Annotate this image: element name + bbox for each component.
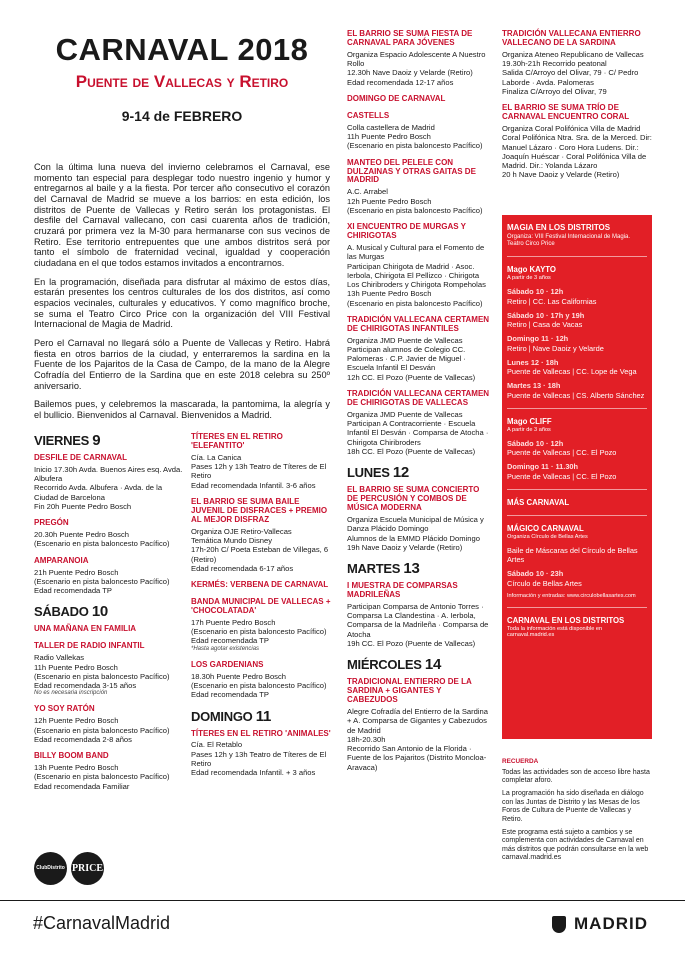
event-detail: Participan A Contracorriente · Escuela Infantil El Desván · Comparsa de Atocha · Chirigota Chiribroders <box>347 419 489 447</box>
day-heading-sabado: SÁBADO 10 <box>34 603 108 621</box>
divider <box>507 256 647 257</box>
program-column-2 <box>191 433 333 785</box>
event-detail: 19h CC. El Pozo (Puente de Vallecas) <box>347 638 476 648</box>
event-detail: Edad recomendada 12-17 años <box>347 77 454 87</box>
event-detail: Participan Comparsa de Antonio Torres · Comparsa La Clandestina · A. Ierbola, Comparsa de la Madrileña · Comparsa de Atocha <box>347 601 489 639</box>
event-title: TRADICIONAL ENTIERRO DE LA SARDINA + GIGANTES Y CABEZUDOS <box>347 677 472 705</box>
mago-cliff-title: Mago CLIFF <box>507 416 552 426</box>
event-detail: Organiza Ateneo Republicano de Vallecas <box>502 49 644 59</box>
show-slot: Sábado 10 · 17h y 19h Retiro | Casa de Vacas <box>507 310 585 330</box>
poster-title: CARNAVAL 2018 <box>55 32 309 67</box>
event-item <box>34 642 184 697</box>
intro-paragraph: Bailemos pues, y celebremos la mascarada, la pantomima, la alegría y el bullicio. Bienvenidos al Carnaval. Bienvenidos a Madrid. <box>34 399 330 421</box>
event-detail: (Escenario en pista baloncesto Pacífico) <box>191 681 327 691</box>
event-detail: (Escenario en pista baloncesto Pacífico) <box>347 298 483 308</box>
poster-subtitle: Puente de Vallecas y Retiro <box>75 72 289 91</box>
event-detail: Inicio 17.30h Avda. Buenos Aires esq. Avda. Albufera <box>34 464 183 484</box>
event-detail: Edad recomendada 3-15 años <box>34 681 137 691</box>
event-detail: 20.30h Puente Pedro Bosch <box>34 530 129 540</box>
day-heading-lunes: LUNES 12 <box>347 464 409 482</box>
event-detail: Alegre Cofradía del Entierro de la Sardina + A. Comparsa de Gigantes y Cabezudos de Madrid <box>347 707 488 735</box>
event-detail: (Escenario en pista baloncesto Pacífico) <box>347 141 483 151</box>
event-detail: A.C. Arrabel <box>347 187 388 197</box>
sponsor-logos <box>34 852 104 885</box>
event-detail: (Escenario en pista baloncesto Pacífico) <box>347 205 483 215</box>
event-item <box>347 112 492 151</box>
event-detail: Participan alumnos de Colegio CC. Palomeras · C.P. Javier de Miguel · Escuela Infantil El Desván <box>347 344 466 373</box>
footer <box>0 900 685 960</box>
event-detail: (Escenario en pista baloncesto Pacífico) <box>34 772 170 782</box>
recuerda-box <box>502 758 652 868</box>
poster-header <box>34 32 330 124</box>
divider <box>507 515 647 516</box>
event-item <box>347 159 492 216</box>
event-title: TRADICIÓN VALLECANA CERTAMEN DE CHIRIGOTAS INFANTILES <box>347 314 490 333</box>
event-item <box>191 498 333 573</box>
event-detail: Coral Polifónica Ntra. Sra. de la Merced. Dir: Manuel Lázaro · Coro Hora Ludens. Dir.: Joaquín Huéscar · Coral Polifónica Villa de Madrid. Dir.: Yolanda Lázaro <box>502 133 652 171</box>
show-slot: Sábado 10 · 12h Puente de Vallecas | CC. El Pozo <box>507 438 617 458</box>
event-title: DESFILE DE CARNAVAL <box>34 453 128 462</box>
event-item <box>347 95 492 104</box>
magia-red-box <box>502 215 652 739</box>
event-item <box>34 454 184 511</box>
show-slot: Domingo 11 · 11.30h Puente de Vallecas | CC. El Pozo <box>507 462 617 481</box>
magico-line: Baile de Máscaras del Círculo de Bellas Artes <box>507 545 638 565</box>
event-detail: Pases 12h y 13h Teatro de Títeres de El Retiro <box>191 749 327 768</box>
event-note: *Hasta agotar existencias <box>191 645 260 652</box>
show-slot: Sábado 10 · 12h Retiro | CC. Las Californias <box>507 287 597 306</box>
magico-carnaval-heading: MÁGICO CARNAVAL <box>507 523 584 533</box>
event-detail: 12.30h Nave Daoiz y Velarde (Retiro) <box>347 68 473 78</box>
event-detail: Edad recomendada TP <box>191 690 269 700</box>
event-detail: Alumnos de la EMMD Plácido Domingo <box>347 533 480 543</box>
event-detail: 17h-20h C/ Poeta Esteban de Villegas, 6 (Retiro) <box>191 545 329 564</box>
event-title: TRADICIÓN VALLECANA ENTIERRO VALLECANO DE LA SARDINA <box>502 29 641 47</box>
event-item <box>347 678 492 772</box>
event-item <box>191 433 333 490</box>
show-slot: Lunes 12 · 18h Puente de Vallecas | CC. Lope de Vega <box>507 357 637 377</box>
event-item <box>347 30 492 87</box>
event-title: UNA MAÑANA EN FAMILIA <box>34 624 137 634</box>
event-detail: 19.30h-21h Recorrido peatonal <box>502 59 607 69</box>
distritos-heading: CARNAVAL EN LOS DISTRITOS <box>507 615 625 625</box>
event-detail: Edad recomendada Infantil. 3-6 años <box>191 480 316 490</box>
event-detail: 21h Puente Pedro Bosch <box>34 567 119 577</box>
intro-paragraph: Con la última luna nueva del invierno celebramos el Carnaval, ese momento tan especial para desplegar todo nuestro ingenio y humor y entregarnos al baile y a la fiesta. Por tercer año consecutivo el corazón del Carnaval de Madrid se mueve a los barrios: en esta edición, los distritos de Puente de Vallecas y Retiro serán los protagonistas. El desfile del Carnaval vallecano, con casi cuarenta años de tradición, cruzará por primera vez la M-30 para hermanarse con sus vecinos de Retiro. Ese territorio entrepuentes que une ambos distritos será por tanto el símbolo de fraternidad vecinal, igualdad y cooperación ciudadana en el que todos estamos invitados a encontrarnos. <box>34 162 330 269</box>
intro-paragraph: En la programación, diseñada para disfrutar al máximo de estos días, estarán presentes los centros culturales de los dos distritos, así como espacios vecinales, culturales y educativos. Y como magnífico broche, se suma el Teatro Circo Price con la organización del VIII Festival Internacional de Magia de Madrid. <box>34 276 330 330</box>
event-item <box>347 316 492 382</box>
event-item <box>347 486 492 552</box>
hashtag: #CarnavalMadrid <box>33 913 171 933</box>
event-item <box>34 625 184 634</box>
event-title: YO SOY RATÓN <box>34 704 95 714</box>
event-detail: Edad recomendada 6-17 años <box>191 563 294 573</box>
magico-line: Sábado 10 · 23h Círculo de Bellas Artes <box>507 569 582 588</box>
recuerda-paragraph: Este programa está sujeto a cambios y se complementa con actividades de Carnaval en más distritos que podrán consultarse en la web carnaval.madrid.es <box>502 829 649 862</box>
event-title: BANDA MUNICIPAL DE VALLECAS + 'CHOCOLATADA' <box>191 596 331 615</box>
event-item <box>191 598 333 653</box>
event-detail: (Escenario en pista baloncesto Pacífico) <box>191 627 327 637</box>
show-slot: Domingo 11 · 12h Retiro | Nave Daoiz y Velarde <box>507 334 604 353</box>
event-detail: 18.30h Puente Pedro Bosch <box>191 671 286 681</box>
event-item <box>347 582 492 648</box>
event-item <box>191 730 333 778</box>
event-detail: Finaliza C/Arroyo del Olivar, 79 <box>502 86 607 96</box>
mago-kayto-title: Mago KAYTO <box>507 265 556 275</box>
event-title: PREGÓN <box>34 518 69 528</box>
distritos-info: Toda la información está disponible en carnaval.madrid.es <box>507 625 603 638</box>
event-title: TRADICIÓN VALLECANA CERTAMEN DE CHIRIGOTAS DE VALLECAS <box>347 388 490 407</box>
event-detail: 19h Nave Daoiz y Velarde (Retiro) <box>347 542 463 552</box>
event-title: KERMÉS: VERBENA DE CARNAVAL <box>191 580 329 590</box>
event-item <box>347 223 492 308</box>
event-detail: Temática Mundo Disney <box>191 536 273 546</box>
event-detail: Edad recomendada 2-8 años <box>34 734 132 744</box>
recuerda-heading: RECUERDA <box>502 758 539 765</box>
magico-info-link[interactable]: Información y entradas: www.circulobellasartes.com <box>507 592 636 599</box>
event-detail: Organiza JMD Puente de Vallecas <box>347 409 463 419</box>
event-detail: Radio Vallekas <box>34 653 85 663</box>
divider <box>507 408 647 409</box>
program-column-1 <box>34 430 184 799</box>
day-heading-domingo: DOMINGO 11 <box>191 707 272 725</box>
event-detail: 18h CC. El Pozo (Puente de Vallecas) <box>347 446 476 456</box>
event-detail: 17h Puente Pedro Bosch <box>191 617 276 627</box>
event-title: CASTELLS <box>347 110 390 120</box>
event-item <box>347 390 492 456</box>
event-title: TÍTERES EN EL RETIRO 'ELEFANTITO' <box>191 432 283 450</box>
event-detail: Organiza Escuela Municipal de Música y Danza Plácido Domingo <box>347 515 484 534</box>
event-title: AMPARANOIA <box>34 555 89 565</box>
event-detail: Organiza JMD Puente de Vallecas <box>347 335 463 345</box>
intro-paragraph: Pero el Carnaval no llegará sólo a Puente de Vallecas y Retiro. Habrá fiesta en otros barrios de la ciudad, y enterraremos la sardina en la Fuente de los Pajaritos de la Casa de Campo, de la mano de la Alegre Cofradía del Entierro de la Sardina que en este 2018 celebra su 250º aniversario. <box>34 338 330 391</box>
show-slot: Martes 13 · 18h Puente de Vallecas | CS. Alberto Sánchez <box>507 381 645 400</box>
event-detail: Edad recomendada Infantil. + 3 años <box>191 768 316 778</box>
event-detail: (Escenario en pista baloncesto Pacífico) <box>34 671 170 681</box>
event-title: I MUESTRA DE COMPARSAS MADRILEÑAS <box>347 581 458 599</box>
event-title: TÍTERES EN EL RETIRO 'ANIMALES' <box>191 728 331 738</box>
event-detail: Cía. El Retablo <box>191 740 243 750</box>
event-title: MANTEO DEL PELELE CON DULZAINAS Y OTRAS GAITAS DE MADRID <box>347 157 476 185</box>
event-title: EL BARRIO SE SUMA FIESTA DE CARNAVAL PARA JÓVENES <box>347 29 473 47</box>
event-title: DOMINGO DE CARNAVAL <box>347 93 446 103</box>
event-detail: Cía. La Canica <box>191 452 242 462</box>
event-item <box>34 519 184 548</box>
event-detail: Organiza Coral Polifónica Villa de Madrid <box>502 124 641 134</box>
event-detail: 11h Puente Pedro Bosch <box>347 132 431 142</box>
event-detail: (Escenario en pista baloncesto Pacífico) <box>34 576 170 586</box>
price-logo: PRICE <box>71 852 104 885</box>
event-title: LOS GARDENIANS <box>191 659 264 669</box>
event-detail: A. Musical y Cultural para el Fomento de las Murgas <box>347 243 485 262</box>
event-detail: 13h Puente Pedro Bosch <box>347 289 432 299</box>
recuerda-paragraph: Todas las actividades son de acceso libre hasta completar aforo. <box>502 768 650 785</box>
event-detail: 12h Puente Pedro Bosch <box>34 716 119 726</box>
event-title: EL BARRIO SE SUMA TRÍO DE CARNAVAL ENCUENTRO CORAL <box>502 103 630 122</box>
mago-cliff-age: A partir de 3 años <box>507 426 551 433</box>
event-detail: 11h Puente Pedro Bosch <box>34 662 118 672</box>
event-item <box>34 705 184 744</box>
magico-organizer: Organiza Círculo de Bellas Artes <box>507 533 588 540</box>
event-detail: Colla castellera de Madrid <box>347 122 435 132</box>
event-detail: (Escenario en pista baloncesto Pacífico) <box>34 725 170 735</box>
divider <box>507 607 647 608</box>
event-note: No es necesaria inscripción <box>34 690 108 697</box>
day-heading-viernes: VIERNES 9 <box>34 432 101 449</box>
mago-kayto-age: A partir de 3 años <box>507 275 551 282</box>
event-item <box>502 30 652 96</box>
event-detail: Edad recomendada TP <box>34 586 112 596</box>
event-detail: Participan Chirigota de Madrid · Asoc. Ierbola, Chirigota El Pellizco · Chirigota Los Chiribroders y Chirigota Rompeholas <box>347 261 486 290</box>
event-detail: 13h Puente Pedro Bosch <box>34 763 119 773</box>
day-heading-martes: MARTES 13 <box>347 560 420 577</box>
event-detail: Edad recomendada Familiar <box>34 781 130 791</box>
event-detail: Organiza Espacio Adolescente A Nuestro Rollo <box>347 49 486 69</box>
event-detail: 12h CC. El Pozo (Puente de Vallecas) <box>347 372 476 382</box>
magia-organizer: Organiza: VIII Festival Internacional de Magia. Teatro Circo Price <box>507 234 631 248</box>
club-distrito-logo: ClubDistrito <box>34 852 67 885</box>
madrid-wordmark: MADRID <box>574 914 648 933</box>
event-detail: Recorrido San Antonio de la Florida · Fuente de los Pajaritos (Distrito Moncloa-Aravaca) <box>347 744 487 772</box>
event-detail: Edad recomendada TP <box>191 636 269 646</box>
event-item <box>191 581 333 590</box>
event-detail: Fin 20h Puente Pedro Bosch <box>34 501 132 511</box>
event-title: TALLER DE RADIO INFANTIL <box>34 641 145 651</box>
event-title: EL BARRIO SE SUMA CONCIERTO DE PERCUSIÓN Y COMBOS DE MÚSICA MODERNA <box>347 485 480 513</box>
mas-carnaval-heading: MÁS CARNAVAL <box>507 497 570 507</box>
event-detail: Recorrido Avda. Albufera · Avda. de la Ciudad de Barcelona <box>34 483 163 502</box>
event-detail: 20 h Nave Daoiz y Velarde (Retiro) <box>502 170 620 180</box>
poster-dates: 9-14 de FEBRERO <box>121 108 243 124</box>
event-title: EL BARRIO SE SUMA BAILE JUVENIL DE DISFRACES + PREMIO AL MEJOR DISFRAZ <box>191 496 328 524</box>
recuerda-paragraph: La programación ha sido diseñada en diálogo con las Juntas de Distrito y las Mesas de los Foros de Cultura de Puente de Vallecas y Retiro. <box>502 790 644 823</box>
event-title: XI ENCUENTRO DE MURGAS Y CHIRIGOTAS <box>347 222 466 241</box>
event-item <box>34 557 184 596</box>
program-column-4 <box>502 30 652 188</box>
intro-text <box>34 162 330 429</box>
madrid-shield-icon <box>552 916 566 933</box>
event-title: BILLY BOOM BAND <box>34 751 109 761</box>
day-heading-miercoles: MIÉRCOLES 14 <box>347 656 441 674</box>
program-column-3 <box>347 30 492 780</box>
madrid-brand <box>552 914 648 934</box>
event-item <box>34 752 184 791</box>
event-detail: Organiza OJE Retiro-Vallecas <box>191 526 292 536</box>
event-detail: Salida C/Arroyo del Olivar, 79 · C/ Pedro Laborde · Avda. Palomeras <box>502 68 639 87</box>
event-detail: 12h Puente Pedro Bosch <box>347 196 432 206</box>
event-item <box>191 661 333 700</box>
magia-heading: MAGIA EN LOS DISTRITOS <box>507 223 611 232</box>
event-detail: (Escenario en pista baloncesto Pacífico) <box>34 539 170 549</box>
event-detail: 18h-20.30h <box>347 734 386 744</box>
divider <box>507 489 647 490</box>
event-detail: Pases 12h y 13h Teatro de Títeres de El Retiro <box>191 462 327 481</box>
event-item <box>502 104 652 179</box>
